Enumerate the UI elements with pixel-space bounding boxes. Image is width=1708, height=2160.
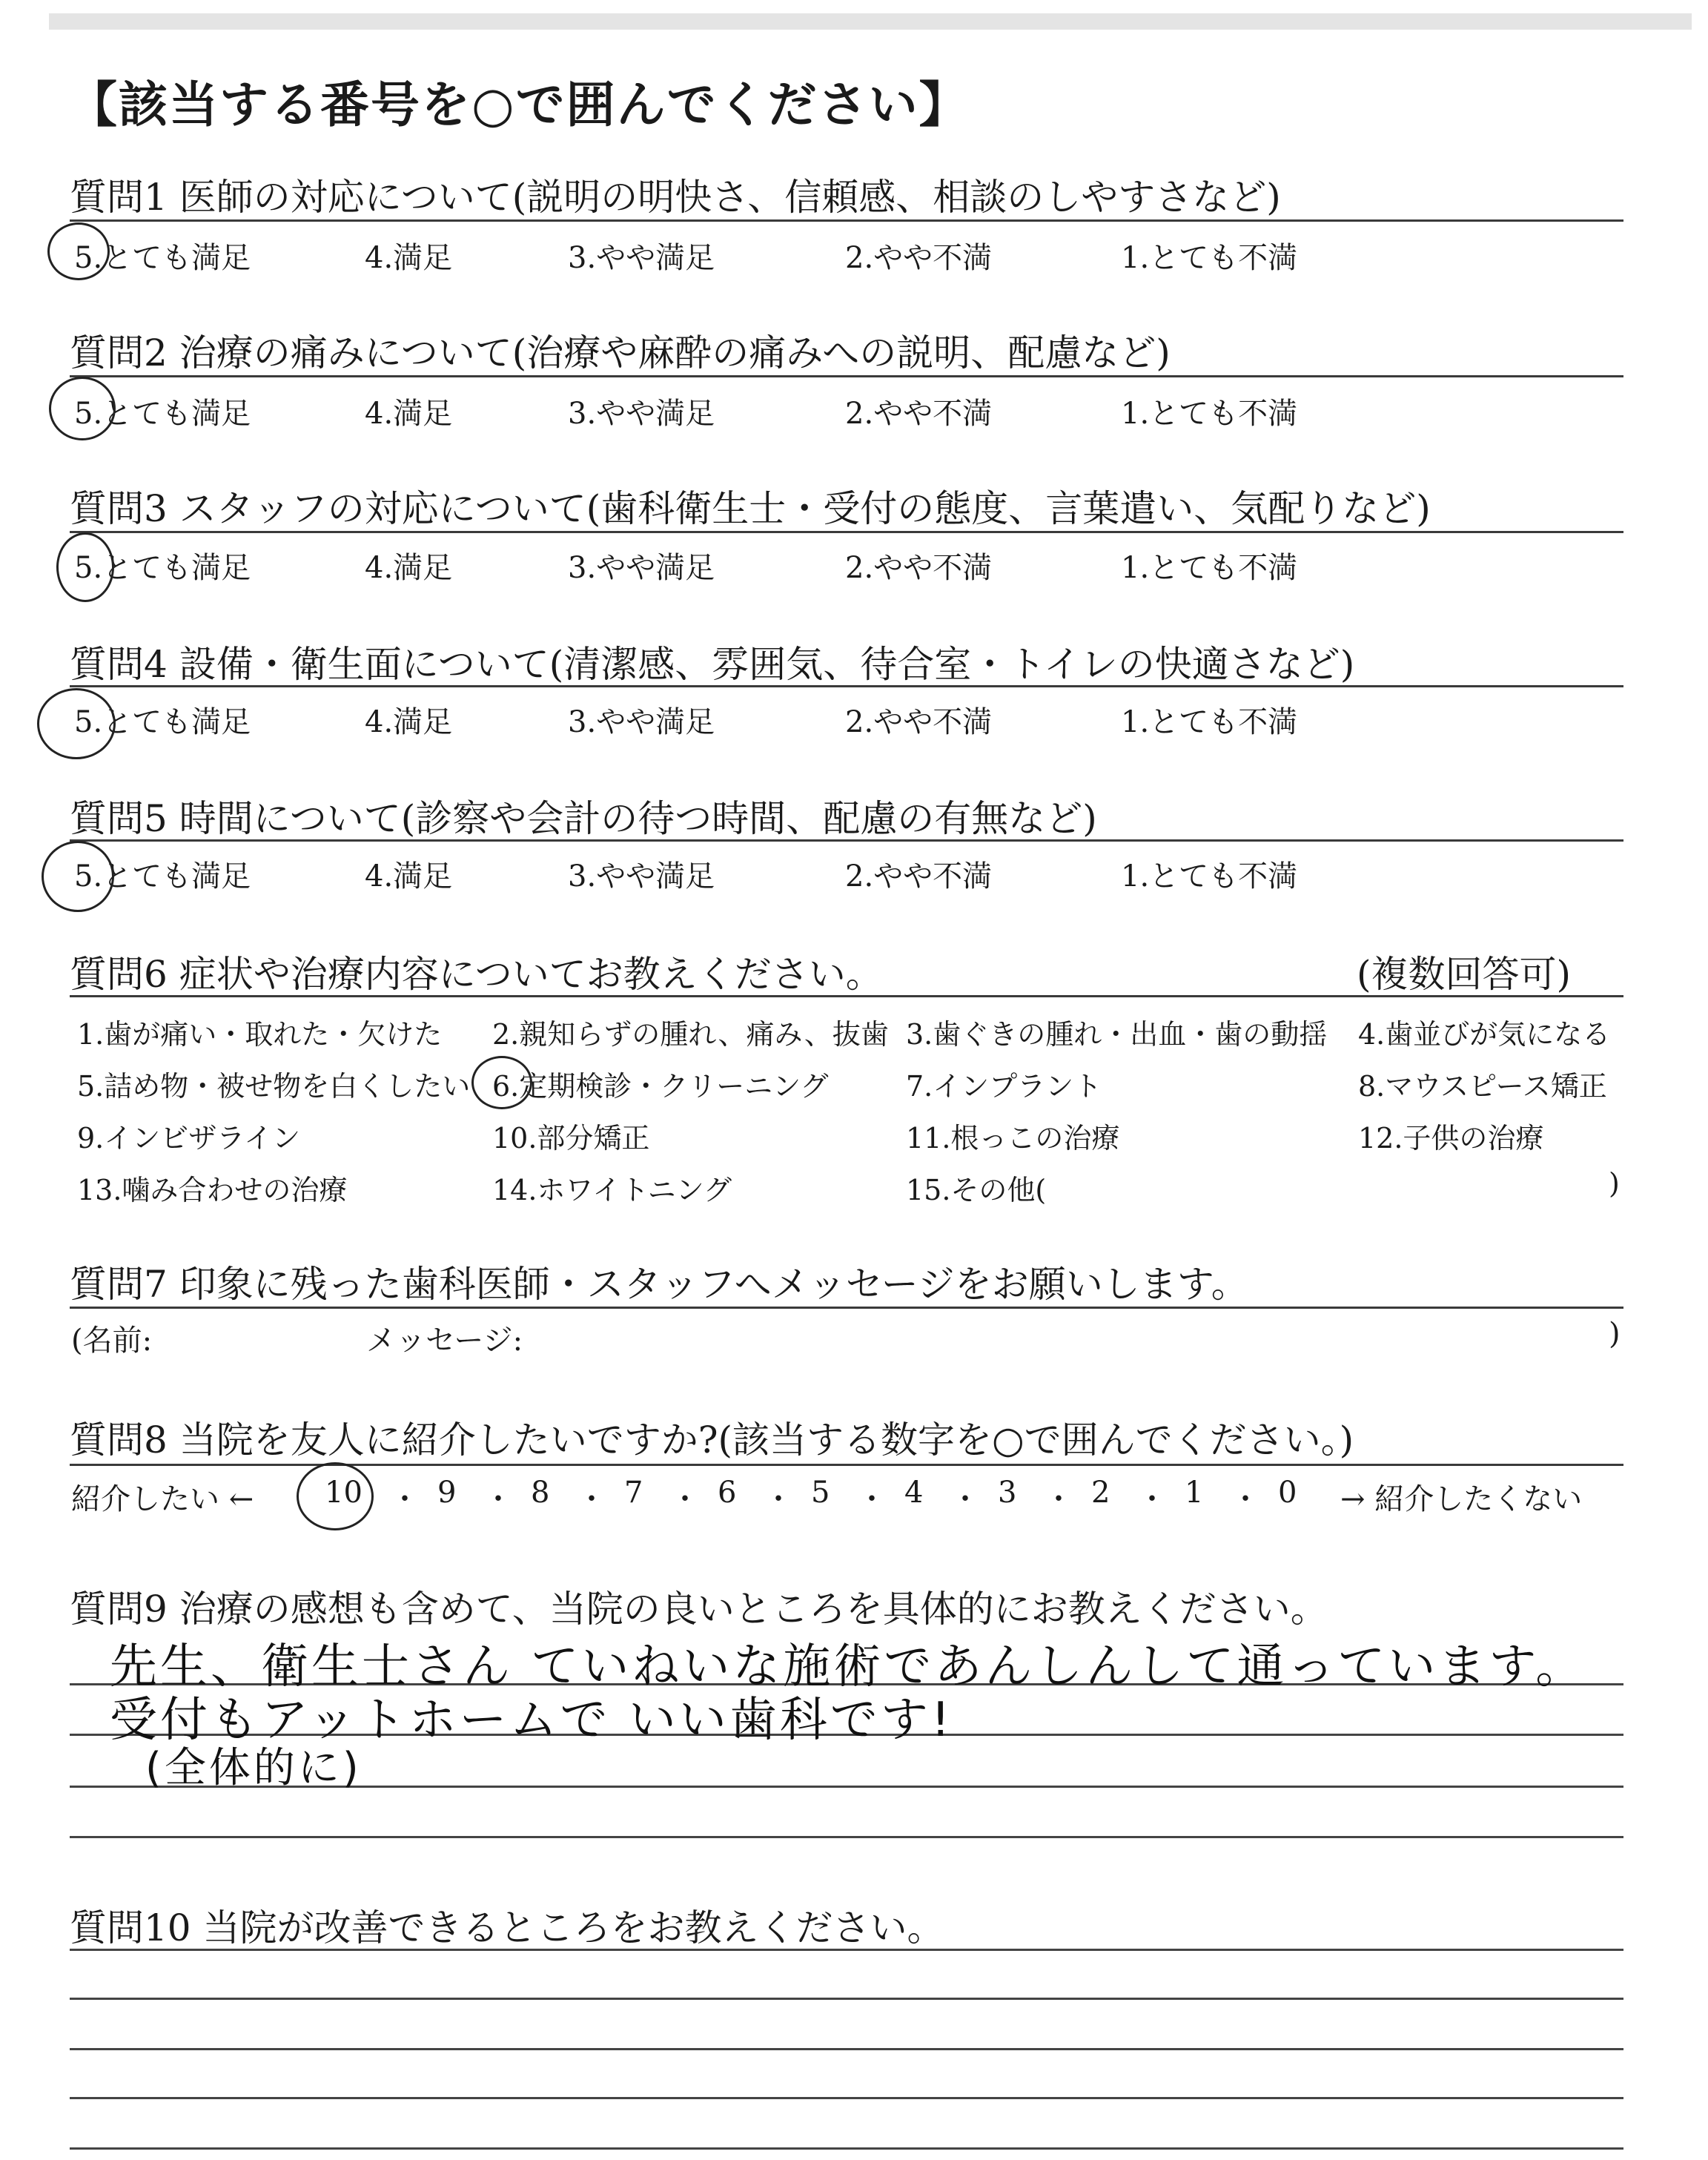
q7-message-label: メッセージ: xyxy=(366,1324,523,1358)
q10-answer-line-1 xyxy=(70,1949,1623,1951)
q8-score-7[interactable]: 7 xyxy=(624,1476,643,1510)
q10-answer-line-4 xyxy=(70,2097,1623,2099)
question-6-note: (複数回答可) xyxy=(1357,953,1572,996)
q8-score-0[interactable]: 0 xyxy=(1278,1476,1297,1510)
q1-option-2[interactable]: 2.やや不満 xyxy=(845,241,993,275)
q2-option-5[interactable]: 5.とても満足 xyxy=(74,397,251,431)
q3-option-4[interactable]: 4.満足 xyxy=(365,551,453,585)
q6-option-4[interactable]: 4.歯並びが気になる xyxy=(1358,1018,1611,1051)
q6-selection-circle xyxy=(471,1056,532,1109)
question-1-title: 質問1 医師の対応について(説明の明快さ、信頼感、相談のしやすさなど) xyxy=(70,176,1281,219)
question-7-title: 質問7 印象に残った歯科医師・スタッフへメッセージをお願いします。 xyxy=(70,1263,1248,1306)
q8-score-6[interactable]: 6 xyxy=(718,1476,737,1510)
q8-sep-dot: ・ xyxy=(1044,1482,1073,1516)
q9-answer-line-4 xyxy=(70,1836,1623,1838)
q8-score-8[interactable]: 8 xyxy=(531,1476,550,1510)
q4-selection-circle xyxy=(37,688,116,759)
q6-option-5[interactable]: 5.詰め物・被せ物を白くしたい xyxy=(77,1070,471,1103)
q6-option-14[interactable]: 14.ホワイトニング xyxy=(492,1174,732,1206)
q5-option-2[interactable]: 2.やや不満 xyxy=(845,859,993,894)
question-4-title: 質問4 設備・衛生面について(清潔感、雰囲気、待合室・トイレの快適さなど) xyxy=(70,643,1355,686)
q4-option-2[interactable]: 2.やや不満 xyxy=(845,705,993,739)
q7-name-label: (名前: xyxy=(71,1324,153,1358)
q8-score-3[interactable]: 3 xyxy=(998,1476,1017,1510)
q8-sep-dot: ・ xyxy=(950,1482,980,1516)
q2-option-1[interactable]: 1.とても不満 xyxy=(1121,397,1298,431)
q5-option-3[interactable]: 3.やや満足 xyxy=(568,859,715,894)
q6-option-6[interactable]: 6.定期検診・クリーニング xyxy=(492,1070,829,1103)
q9-handwriting-line-1: 先生、衛生士さん ていねいな施術であんしんして通っています。 xyxy=(110,1639,1586,1694)
q8-sep-dot: ・ xyxy=(670,1482,700,1516)
question-7-rule xyxy=(70,1307,1623,1309)
q8-score-5[interactable]: 5 xyxy=(811,1476,830,1510)
question-5-rule xyxy=(70,839,1623,842)
q5-selection-circle xyxy=(42,841,114,912)
q8-sep-dot: ・ xyxy=(857,1482,887,1516)
question-1-rule xyxy=(70,219,1623,222)
q3-option-2[interactable]: 2.やや不満 xyxy=(845,551,993,585)
q6-other-close-paren: ) xyxy=(1609,1167,1620,1200)
q10-answer-line-3 xyxy=(70,2048,1623,2050)
q8-right-label: → 紹介したくない xyxy=(1340,1482,1583,1516)
question-6-title: 質問6 症状や治療内容についてお教えください。 xyxy=(70,953,883,996)
q8-sep-dot: ・ xyxy=(483,1482,513,1516)
q4-option-5[interactable]: 5.とても満足 xyxy=(74,705,251,739)
q3-selection-circle xyxy=(56,532,114,602)
q10-answer-line-2 xyxy=(70,1998,1623,2000)
q1-option-4[interactable]: 4.満足 xyxy=(365,241,453,275)
q8-score-2[interactable]: 2 xyxy=(1091,1476,1110,1510)
q9-handwriting-line-2: 受付もアットホームで いい歯科です! xyxy=(110,1693,953,1748)
q5-option-4[interactable]: 4.満足 xyxy=(365,859,453,894)
q6-option-1[interactable]: 1.歯が痛い・取れた・欠けた xyxy=(77,1018,443,1051)
q2-option-3[interactable]: 3.やや満足 xyxy=(568,397,715,431)
q5-option-5[interactable]: 5.とても満足 xyxy=(74,859,251,894)
q5-option-1[interactable]: 1.とても不満 xyxy=(1121,859,1298,894)
q6-option-13[interactable]: 13.噛み合わせの治療 xyxy=(77,1174,348,1206)
q8-sep-dot: ・ xyxy=(1231,1482,1260,1516)
q8-sep-dot: ・ xyxy=(1137,1482,1167,1516)
q8-score-9[interactable]: 9 xyxy=(437,1476,457,1510)
q7-close-paren: ) xyxy=(1609,1317,1621,1351)
q8-sep-dot: ・ xyxy=(577,1482,606,1516)
question-2-rule xyxy=(70,375,1623,377)
q10-answer-line-5 xyxy=(70,2147,1623,2150)
q8-score-1[interactable]: 1 xyxy=(1185,1476,1204,1510)
page-heading: 【該当する番号を○で囲んでください】 xyxy=(68,76,970,133)
question-2-title: 質問2 治療の痛みについて(治療や麻酔の痛みへの説明、配慮など) xyxy=(70,331,1171,374)
scan-top-band xyxy=(49,13,1692,30)
q6-option-7[interactable]: 7.インプラント xyxy=(906,1070,1102,1103)
q6-option-11[interactable]: 11.根っこの治療 xyxy=(906,1122,1120,1155)
q8-score-4[interactable]: 4 xyxy=(904,1476,924,1510)
q8-score-10[interactable]: 10 xyxy=(325,1476,363,1510)
q8-left-label: 紹介したい ← xyxy=(71,1482,254,1516)
question-5-title: 質問5 時間について(診察や会計の待つ時間、配慮の有無など) xyxy=(70,797,1097,840)
q4-option-1[interactable]: 1.とても不満 xyxy=(1121,705,1298,739)
q3-option-5[interactable]: 5.とても満足 xyxy=(74,551,251,585)
q6-option-9[interactable]: 9.インビザライン xyxy=(77,1122,301,1155)
question-9-title: 質問9 治療の感想も含めて、当院の良いところを具体的にお教えください。 xyxy=(70,1588,1328,1631)
q4-option-3[interactable]: 3.やや満足 xyxy=(568,705,715,739)
q2-selection-circle xyxy=(49,377,116,440)
question-6-rule xyxy=(70,995,1623,997)
question-3-title: 質問3 スタッフの対応について(歯科衛生士・受付の態度、言葉遣い、気配りなど) xyxy=(70,487,1431,530)
question-3-rule xyxy=(70,531,1623,533)
question-8-rule xyxy=(70,1464,1623,1466)
question-10-title: 質問10 当院が改善できるところをお教えください。 xyxy=(70,1906,944,1949)
q1-option-3[interactable]: 3.やや満足 xyxy=(568,241,715,275)
q4-option-4[interactable]: 4.満足 xyxy=(365,705,453,739)
q1-option-5[interactable]: 5.とても満足 xyxy=(74,241,251,275)
q6-option-3[interactable]: 3.歯ぐきの腫れ・出血・歯の動揺 xyxy=(906,1018,1328,1051)
q6-option-8[interactable]: 8.マウスピース矯正 xyxy=(1358,1070,1607,1103)
q8-sep-dot: ・ xyxy=(390,1482,420,1516)
q9-handwriting-line-3: (全体的に) xyxy=(145,1744,362,1792)
q3-option-1[interactable]: 1.とても不満 xyxy=(1121,551,1298,585)
q3-option-3[interactable]: 3.やや満足 xyxy=(568,551,715,585)
q2-option-4[interactable]: 4.満足 xyxy=(365,397,453,431)
q6-option-12[interactable]: 12.子供の治療 xyxy=(1358,1122,1544,1155)
q6-option-15[interactable]: 15.その他( xyxy=(906,1174,1047,1206)
question-8-title: 質問8 当院を友人に紹介したいですか?(該当する数字を○で囲んでください。) xyxy=(70,1418,1354,1462)
question-4-rule xyxy=(70,685,1623,687)
q1-selection-circle xyxy=(47,222,110,280)
q8-selection-circle xyxy=(297,1462,374,1530)
q6-option-2[interactable]: 2.親知らずの腫れ、痛み、抜歯 xyxy=(492,1018,889,1051)
q2-option-2[interactable]: 2.やや不満 xyxy=(845,397,993,431)
q6-option-10[interactable]: 10.部分矯正 xyxy=(492,1122,650,1155)
q1-option-1[interactable]: 1.とても不満 xyxy=(1121,241,1298,275)
q8-sep-dot: ・ xyxy=(764,1482,793,1516)
